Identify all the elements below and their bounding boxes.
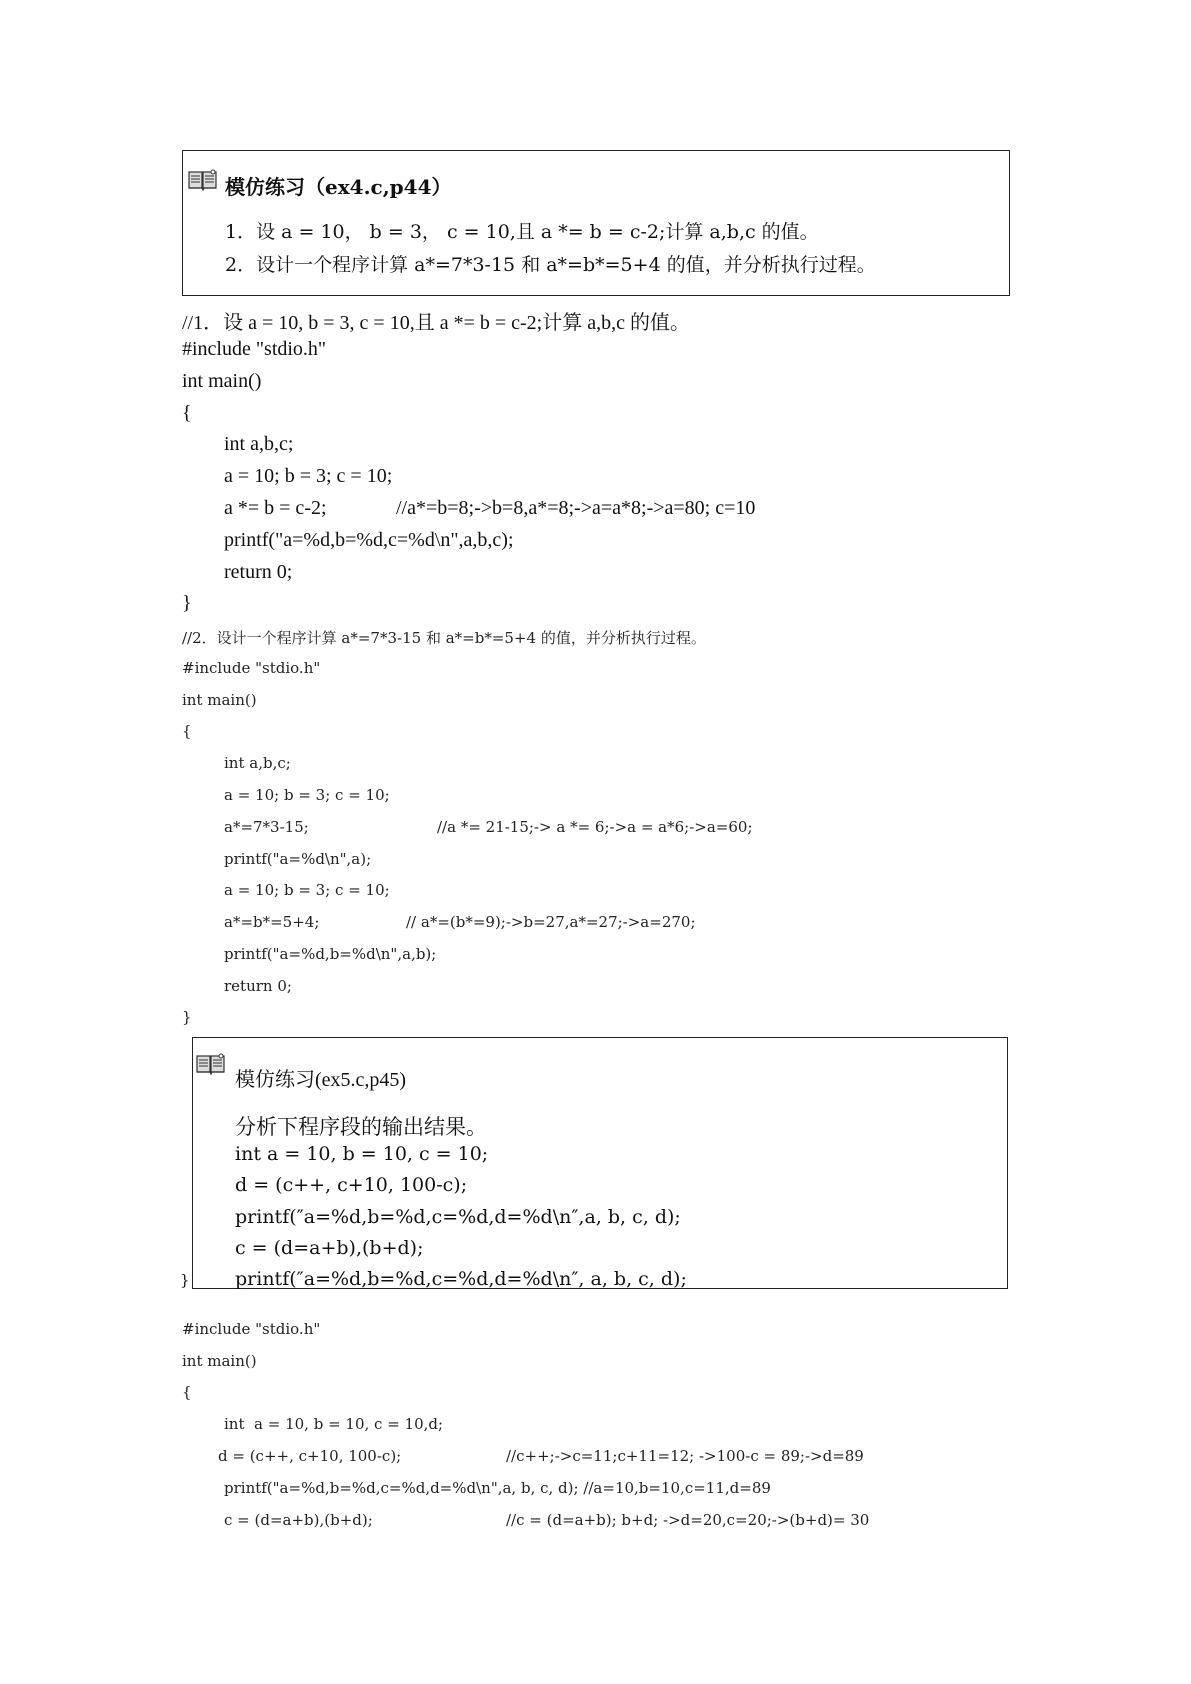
code-line: a = 10; b = 3; c = 10;: [224, 881, 390, 899]
exercise-code-line: printf(″a=%d,b=%d,c=%d,d=%d\n″,a, b, c, d);: [235, 1206, 681, 1228]
code-open-brace: {: [182, 722, 192, 740]
code-line: a*=b*=5+4;: [224, 913, 320, 931]
code-line: a = 10; b = 3; c = 10;: [224, 465, 393, 487]
code-close-brace: }: [182, 1008, 192, 1026]
exercise-box-ex5: [192, 1037, 1008, 1289]
exercise-intro: 分析下程序段的输出结果。: [235, 1115, 487, 1139]
code-line: int a = 10, b = 10, c = 10,d;: [224, 1415, 444, 1433]
code-line: return 0;: [224, 977, 292, 995]
code-include: #include "stdio.h": [182, 659, 321, 677]
code-line: printf("a=%d,b=%d,c=%d,d=%d\n",a, b, c, d); //a=10,b=10,c=11,d=89: [224, 1479, 771, 1497]
code-comment: //c++;->c=11;c+11=12; ->100-c = 89;->d=89: [506, 1447, 864, 1465]
code-include: #include "stdio.h": [182, 338, 327, 360]
code-line: c = (d=a+b),(b+d);: [224, 1511, 373, 1529]
code-line: a = 10; b = 3; c = 10;: [224, 786, 390, 804]
code-comment: //a*=b=8;->b=8,a*=8;->a=a*8;->a=80; c=10: [396, 497, 756, 519]
book-icon: [196, 1053, 226, 1075]
code-comment: // a*=(b*=9);->b=27,a*=27;->a=270;: [406, 913, 696, 931]
code-include: #include "stdio.h": [182, 1320, 321, 1338]
code-line: int a,b,c;: [224, 433, 294, 455]
code-main: int main(): [182, 370, 262, 392]
code-main: int main(): [182, 691, 257, 709]
exercise-title: 模仿练习（ex4.c,p44）: [225, 175, 452, 199]
code-line: printf("a=%d,b=%d\n",a,b);: [224, 945, 437, 963]
exercise-item-2: 2．设计一个程序计算 a*=7*3-15 和 a*=b*=5+4 的值，并分析执行过程。: [225, 254, 876, 276]
code-open-brace: {: [182, 1383, 192, 1401]
code-line: d = (c++, c+10, 100-c);: [218, 1447, 402, 1465]
exercise-title: 模仿练习(ex5.c,p45): [235, 1069, 407, 1091]
code-line: a*=7*3-15;: [224, 818, 309, 836]
code-close-brace: }: [180, 1271, 190, 1289]
code-comment: //1．设 a = 10, b = 3, c = 10,且 a *= b = c-2;计算 a,b,c 的值。: [182, 312, 690, 334]
code-line: int a,b,c;: [224, 754, 291, 772]
exercise-code-line: int a = 10, b = 10, c = 10;: [235, 1143, 489, 1165]
code-comment: //2．设计一个程序计算 a*=7*3-15 和 a*=b*=5+4 的值，并分析执行过程。: [182, 629, 706, 647]
exercise-code-line: printf(″a=%d,b=%d,c=%d,d=%d\n″, a, b, c, d);: [235, 1268, 687, 1290]
code-line: return 0;: [224, 561, 293, 583]
exercise-box-ex4: [182, 150, 1010, 296]
exercise-item-1: 1．设 a = 10， b = 3， c = 10,且 a *= b = c-2;计算 a,b,c 的值。: [225, 221, 819, 243]
exercise-code-line: d = (c++, c+10, 100-c);: [235, 1174, 468, 1196]
code-line: printf("a=%d,b=%d,c=%d\n",a,b,c);: [224, 529, 514, 551]
code-open-brace: {: [182, 402, 192, 424]
code-comment: //a *= 21-15;-> a *= 6;->a = a*6;->a=60;: [437, 818, 753, 836]
exercise-code-line: c = (d=a+b),(b+d);: [235, 1237, 424, 1259]
code-close-brace: }: [182, 592, 192, 614]
code-comment: //c = (d=a+b); b+d; ->d=20,c=20;->(b+d)= 30: [506, 1511, 870, 1529]
code-line: a *= b = c-2;: [224, 497, 327, 519]
book-icon: [188, 169, 218, 191]
code-main: int main(): [182, 1352, 257, 1370]
code-line: printf("a=%d\n",a);: [224, 850, 372, 868]
